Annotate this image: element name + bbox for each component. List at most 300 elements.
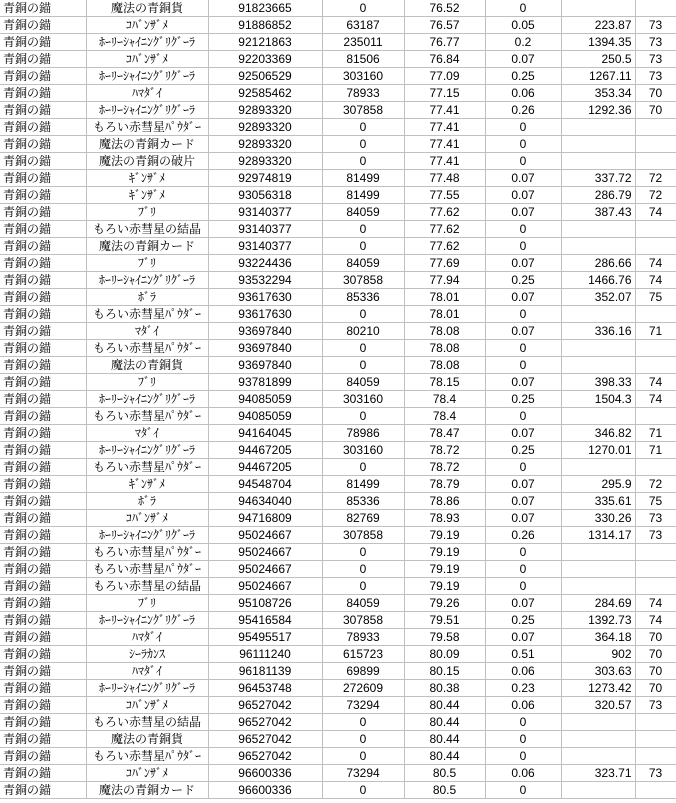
stat-cell[interactable]	[635, 0, 676, 17]
size-cell[interactable]	[561, 238, 635, 255]
lure-cell[interactable]: 青銅の錨	[0, 0, 86, 17]
percent-gain-cell[interactable]: 0	[485, 119, 561, 136]
catch-cell[interactable]: ﾎﾞﾗ	[86, 289, 208, 306]
exp-gain-cell[interactable]: 0	[322, 459, 404, 476]
catch-cell[interactable]: ｷﾞﾝｻﾞﾒ	[86, 170, 208, 187]
exp-gain-cell[interactable]: 0	[322, 306, 404, 323]
level-cell[interactable]: 79.58	[404, 629, 485, 646]
catch-cell[interactable]: ｺﾊﾞﾝｻﾞﾒ	[86, 510, 208, 527]
level-cell[interactable]: 78.79	[404, 476, 485, 493]
catch-cell[interactable]: ｺﾊﾞﾝｻﾞﾒ	[86, 51, 208, 68]
stat-cell[interactable]: 70	[635, 629, 676, 646]
level-cell[interactable]: 77.62	[404, 204, 485, 221]
exp-total-cell[interactable]: 95024667	[208, 578, 322, 595]
catch-cell[interactable]: もろい赤彗星の結晶	[86, 221, 208, 238]
lure-cell[interactable]: 青銅の錨	[0, 187, 86, 204]
level-cell[interactable]: 80.38	[404, 680, 485, 697]
lure-cell[interactable]: 青銅の錨	[0, 204, 86, 221]
percent-gain-cell[interactable]: 0.07	[485, 323, 561, 340]
percent-gain-cell[interactable]: 0	[485, 782, 561, 799]
exp-total-cell[interactable]: 96527042	[208, 731, 322, 748]
exp-total-cell[interactable]: 93056318	[208, 187, 322, 204]
lure-cell[interactable]: 青銅の錨	[0, 595, 86, 612]
exp-total-cell[interactable]: 92893320	[208, 102, 322, 119]
lure-cell[interactable]: 青銅の錨	[0, 238, 86, 255]
percent-gain-cell[interactable]: 0	[485, 714, 561, 731]
exp-gain-cell[interactable]: 0	[322, 748, 404, 765]
lure-cell[interactable]: 青銅の錨	[0, 493, 86, 510]
level-cell[interactable]: 78.01	[404, 306, 485, 323]
exp-gain-cell[interactable]: 0	[322, 731, 404, 748]
stat-cell[interactable]	[635, 408, 676, 425]
lure-cell[interactable]: 青銅の錨	[0, 374, 86, 391]
catch-cell[interactable]: もろい赤彗星ﾊﾟｳﾀﾞｰ	[86, 119, 208, 136]
catch-cell[interactable]: ｺﾊﾞﾝｻﾞﾒ	[86, 697, 208, 714]
level-cell[interactable]: 78.01	[404, 289, 485, 306]
catch-cell[interactable]: もろい赤彗星の結晶	[86, 714, 208, 731]
percent-gain-cell[interactable]: 0.25	[485, 612, 561, 629]
size-cell[interactable]: 286.66	[561, 255, 635, 272]
lure-cell[interactable]: 青銅の錨	[0, 136, 86, 153]
level-cell[interactable]: 80.09	[404, 646, 485, 663]
stat-cell[interactable]: 74	[635, 255, 676, 272]
size-cell[interactable]: 337.72	[561, 170, 635, 187]
exp-total-cell[interactable]: 96600336	[208, 765, 322, 782]
lure-cell[interactable]: 青銅の錨	[0, 714, 86, 731]
size-cell[interactable]	[561, 731, 635, 748]
lure-cell[interactable]: 青銅の錨	[0, 153, 86, 170]
level-cell[interactable]: 78.47	[404, 425, 485, 442]
lure-cell[interactable]: 青銅の錨	[0, 289, 86, 306]
percent-gain-cell[interactable]: 0.26	[485, 527, 561, 544]
lure-cell[interactable]: 青銅の錨	[0, 476, 86, 493]
stat-cell[interactable]: 72	[635, 170, 676, 187]
exp-gain-cell[interactable]: 78986	[322, 425, 404, 442]
exp-gain-cell[interactable]: 0	[322, 238, 404, 255]
exp-total-cell[interactable]: 95024667	[208, 527, 322, 544]
catch-cell[interactable]: もろい赤彗星ﾊﾟｳﾀﾞｰ	[86, 408, 208, 425]
lure-cell[interactable]: 青銅の錨	[0, 612, 86, 629]
percent-gain-cell[interactable]: 0.07	[485, 187, 561, 204]
size-cell[interactable]	[561, 136, 635, 153]
stat-cell[interactable]: 72	[635, 187, 676, 204]
stat-cell[interactable]	[635, 748, 676, 765]
exp-total-cell[interactable]: 96527042	[208, 697, 322, 714]
lure-cell[interactable]: 青銅の錨	[0, 765, 86, 782]
lure-cell[interactable]: 青銅の錨	[0, 119, 86, 136]
level-cell[interactable]: 80.44	[404, 731, 485, 748]
lure-cell[interactable]: 青銅の錨	[0, 170, 86, 187]
catch-cell[interactable]: 魔法の青銅貨	[86, 0, 208, 17]
level-cell[interactable]: 79.19	[404, 527, 485, 544]
exp-total-cell[interactable]: 92974819	[208, 170, 322, 187]
percent-gain-cell[interactable]: 0.07	[485, 493, 561, 510]
catch-cell[interactable]: ﾌﾞﾘ	[86, 595, 208, 612]
percent-gain-cell[interactable]: 0.51	[485, 646, 561, 663]
level-cell[interactable]: 77.69	[404, 255, 485, 272]
lure-cell[interactable]: 青銅の錨	[0, 578, 86, 595]
stat-cell[interactable]: 73	[635, 51, 676, 68]
level-cell[interactable]: 77.55	[404, 187, 485, 204]
exp-total-cell[interactable]: 92121863	[208, 34, 322, 51]
size-cell[interactable]: 352.07	[561, 289, 635, 306]
catch-cell[interactable]: ﾊﾏﾀﾞｲ	[86, 663, 208, 680]
exp-total-cell[interactable]: 92893320	[208, 136, 322, 153]
lure-cell[interactable]: 青銅の錨	[0, 646, 86, 663]
exp-total-cell[interactable]: 93140377	[208, 221, 322, 238]
level-cell[interactable]: 78.86	[404, 493, 485, 510]
exp-gain-cell[interactable]: 0	[322, 153, 404, 170]
lure-cell[interactable]: 青銅の錨	[0, 731, 86, 748]
stat-cell[interactable]: 74	[635, 204, 676, 221]
percent-gain-cell[interactable]: 0	[485, 748, 561, 765]
lure-cell[interactable]: 青銅の錨	[0, 544, 86, 561]
stat-cell[interactable]: 71	[635, 425, 676, 442]
level-cell[interactable]: 80.44	[404, 697, 485, 714]
catch-cell[interactable]: ﾊﾏﾀﾞｲ	[86, 85, 208, 102]
lure-cell[interactable]: 青銅の錨	[0, 629, 86, 646]
exp-gain-cell[interactable]: 82769	[322, 510, 404, 527]
size-cell[interactable]	[561, 544, 635, 561]
size-cell[interactable]	[561, 340, 635, 357]
catch-cell[interactable]: ﾎｰﾘｰｼｬｲﾆﾝｸﾞﾘｸﾞｰﾗ	[86, 272, 208, 289]
exp-total-cell[interactable]: 94548704	[208, 476, 322, 493]
size-cell[interactable]: 387.43	[561, 204, 635, 221]
size-cell[interactable]: 284.69	[561, 595, 635, 612]
size-cell[interactable]: 1314.17	[561, 527, 635, 544]
lure-cell[interactable]: 青銅の錨	[0, 102, 86, 119]
catch-cell[interactable]: ﾎｰﾘｰｼｬｲﾆﾝｸﾞﾘｸﾞｰﾗ	[86, 680, 208, 697]
exp-gain-cell[interactable]: 0	[322, 340, 404, 357]
stat-cell[interactable]: 73	[635, 34, 676, 51]
stat-cell[interactable]	[635, 153, 676, 170]
level-cell[interactable]: 78.4	[404, 391, 485, 408]
level-cell[interactable]: 77.41	[404, 136, 485, 153]
exp-total-cell[interactable]: 93617630	[208, 289, 322, 306]
exp-gain-cell[interactable]: 80210	[322, 323, 404, 340]
level-cell[interactable]: 78.08	[404, 340, 485, 357]
exp-gain-cell[interactable]: 63187	[322, 17, 404, 34]
level-cell[interactable]: 77.62	[404, 238, 485, 255]
percent-gain-cell[interactable]: 0	[485, 459, 561, 476]
lure-cell[interactable]: 青銅の錨	[0, 442, 86, 459]
percent-gain-cell[interactable]: 0.06	[485, 85, 561, 102]
stat-cell[interactable]: 73	[635, 68, 676, 85]
exp-total-cell[interactable]: 92203369	[208, 51, 322, 68]
percent-gain-cell[interactable]: 0.07	[485, 170, 561, 187]
size-cell[interactable]: 1466.76	[561, 272, 635, 289]
level-cell[interactable]: 78.08	[404, 323, 485, 340]
lure-cell[interactable]: 青銅の錨	[0, 221, 86, 238]
size-cell[interactable]: 1504.3	[561, 391, 635, 408]
level-cell[interactable]: 77.09	[404, 68, 485, 85]
stat-cell[interactable]	[635, 136, 676, 153]
level-cell[interactable]: 77.94	[404, 272, 485, 289]
exp-total-cell[interactable]: 93140377	[208, 204, 322, 221]
size-cell[interactable]	[561, 459, 635, 476]
percent-gain-cell[interactable]: 0.07	[485, 374, 561, 391]
catch-cell[interactable]: ﾌﾞﾘ	[86, 374, 208, 391]
stat-cell[interactable]: 74	[635, 612, 676, 629]
exp-gain-cell[interactable]: 307858	[322, 612, 404, 629]
level-cell[interactable]: 76.77	[404, 34, 485, 51]
percent-gain-cell[interactable]: 0.06	[485, 663, 561, 680]
percent-gain-cell[interactable]: 0.07	[485, 204, 561, 221]
exp-total-cell[interactable]: 92893320	[208, 119, 322, 136]
exp-gain-cell[interactable]: 307858	[322, 272, 404, 289]
percent-gain-cell[interactable]: 0	[485, 544, 561, 561]
size-cell[interactable]	[561, 578, 635, 595]
exp-gain-cell[interactable]: 0	[322, 578, 404, 595]
size-cell[interactable]: 364.18	[561, 629, 635, 646]
catch-cell[interactable]: 魔法の青銅貨	[86, 731, 208, 748]
size-cell[interactable]: 223.87	[561, 17, 635, 34]
stat-cell[interactable]: 72	[635, 476, 676, 493]
level-cell[interactable]: 80.5	[404, 782, 485, 799]
size-cell[interactable]	[561, 561, 635, 578]
exp-gain-cell[interactable]: 0	[322, 561, 404, 578]
percent-gain-cell[interactable]: 0	[485, 340, 561, 357]
exp-gain-cell[interactable]: 84059	[322, 204, 404, 221]
lure-cell[interactable]: 青銅の錨	[0, 697, 86, 714]
exp-total-cell[interactable]: 92506529	[208, 68, 322, 85]
size-cell[interactable]: 303.63	[561, 663, 635, 680]
size-cell[interactable]	[561, 357, 635, 374]
lure-cell[interactable]: 青銅の錨	[0, 68, 86, 85]
exp-total-cell[interactable]: 94085059	[208, 391, 322, 408]
lure-cell[interactable]: 青銅の錨	[0, 561, 86, 578]
level-cell[interactable]: 79.26	[404, 595, 485, 612]
exp-total-cell[interactable]: 96527042	[208, 714, 322, 731]
exp-total-cell[interactable]: 94467205	[208, 459, 322, 476]
level-cell[interactable]: 79.19	[404, 544, 485, 561]
percent-gain-cell[interactable]: 0.25	[485, 391, 561, 408]
percent-gain-cell[interactable]: 0	[485, 357, 561, 374]
exp-total-cell[interactable]: 95495517	[208, 629, 322, 646]
lure-cell[interactable]: 青銅の錨	[0, 323, 86, 340]
lure-cell[interactable]: 青銅の錨	[0, 663, 86, 680]
catch-cell[interactable]: 魔法の青銅カード	[86, 782, 208, 799]
stat-cell[interactable]: 74	[635, 595, 676, 612]
size-cell[interactable]: 286.79	[561, 187, 635, 204]
stat-cell[interactable]: 73	[635, 527, 676, 544]
stat-cell[interactable]: 75	[635, 289, 676, 306]
size-cell[interactable]	[561, 153, 635, 170]
exp-total-cell[interactable]: 96111240	[208, 646, 322, 663]
level-cell[interactable]: 77.41	[404, 119, 485, 136]
size-cell[interactable]: 336.16	[561, 323, 635, 340]
exp-total-cell[interactable]: 96181139	[208, 663, 322, 680]
exp-total-cell[interactable]: 92893320	[208, 153, 322, 170]
catch-cell[interactable]: ﾎｰﾘｰｼｬｲﾆﾝｸﾞﾘｸﾞｰﾗ	[86, 102, 208, 119]
level-cell[interactable]: 80.44	[404, 714, 485, 731]
size-cell[interactable]	[561, 306, 635, 323]
stat-cell[interactable]: 73	[635, 697, 676, 714]
exp-gain-cell[interactable]: 272609	[322, 680, 404, 697]
percent-gain-cell[interactable]: 0.07	[485, 629, 561, 646]
exp-total-cell[interactable]: 94716809	[208, 510, 322, 527]
size-cell[interactable]	[561, 714, 635, 731]
exp-total-cell[interactable]: 95024667	[208, 561, 322, 578]
size-cell[interactable]	[561, 782, 635, 799]
lure-cell[interactable]: 青銅の錨	[0, 408, 86, 425]
catch-cell[interactable]: ﾏﾀﾞｲ	[86, 323, 208, 340]
catch-cell[interactable]: ﾎｰﾘｰｼｬｲﾆﾝｸﾞﾘｸﾞｰﾗ	[86, 527, 208, 544]
lure-cell[interactable]: 青銅の錨	[0, 85, 86, 102]
level-cell[interactable]: 77.15	[404, 85, 485, 102]
level-cell[interactable]: 79.51	[404, 612, 485, 629]
size-cell[interactable]: 353.34	[561, 85, 635, 102]
exp-total-cell[interactable]: 93697840	[208, 357, 322, 374]
catch-cell[interactable]: もろい赤彗星ﾊﾟｳﾀﾞｰ	[86, 340, 208, 357]
catch-cell[interactable]: ｷﾞﾝｻﾞﾒ	[86, 187, 208, 204]
stat-cell[interactable]	[635, 340, 676, 357]
size-cell[interactable]: 1392.73	[561, 612, 635, 629]
level-cell[interactable]: 80.44	[404, 748, 485, 765]
lure-cell[interactable]: 青銅の錨	[0, 510, 86, 527]
lure-cell[interactable]: 青銅の錨	[0, 51, 86, 68]
percent-gain-cell[interactable]: 0.07	[485, 289, 561, 306]
exp-total-cell[interactable]: 95024667	[208, 544, 322, 561]
exp-total-cell[interactable]: 94634040	[208, 493, 322, 510]
exp-total-cell[interactable]: 94164045	[208, 425, 322, 442]
size-cell[interactable]: 1267.11	[561, 68, 635, 85]
percent-gain-cell[interactable]: 0.07	[485, 476, 561, 493]
catch-cell[interactable]: ﾎｰﾘｰｼｬｲﾆﾝｸﾞﾘｸﾞｰﾗ	[86, 391, 208, 408]
lure-cell[interactable]: 青銅の錨	[0, 272, 86, 289]
stat-cell[interactable]: 73	[635, 765, 676, 782]
percent-gain-cell[interactable]: 0.07	[485, 255, 561, 272]
exp-gain-cell[interactable]: 81506	[322, 51, 404, 68]
exp-gain-cell[interactable]: 73294	[322, 765, 404, 782]
stat-cell[interactable]: 70	[635, 85, 676, 102]
catch-cell[interactable]: ﾎｰﾘｰｼｬｲﾆﾝｸﾞﾘｸﾞｰﾗ	[86, 68, 208, 85]
catch-cell[interactable]: もろい赤彗星ﾊﾟｳﾀﾞｰ	[86, 459, 208, 476]
exp-gain-cell[interactable]: 615723	[322, 646, 404, 663]
lure-cell[interactable]: 青銅の錨	[0, 255, 86, 272]
exp-total-cell[interactable]: 95108726	[208, 595, 322, 612]
stat-cell[interactable]: 74	[635, 374, 676, 391]
exp-gain-cell[interactable]: 85336	[322, 289, 404, 306]
stat-cell[interactable]: 73	[635, 17, 676, 34]
size-cell[interactable]: 320.57	[561, 697, 635, 714]
percent-gain-cell[interactable]: 0.23	[485, 680, 561, 697]
catch-cell[interactable]: ｺﾊﾞﾝｻﾞﾒ	[86, 17, 208, 34]
exp-total-cell[interactable]: 96600336	[208, 782, 322, 799]
percent-gain-cell[interactable]: 0.06	[485, 697, 561, 714]
level-cell[interactable]: 76.52	[404, 0, 485, 17]
exp-gain-cell[interactable]: 73294	[322, 697, 404, 714]
exp-gain-cell[interactable]: 0	[322, 714, 404, 731]
exp-gain-cell[interactable]: 0	[322, 136, 404, 153]
catch-cell[interactable]: ﾏﾀﾞｲ	[86, 425, 208, 442]
percent-gain-cell[interactable]: 0.07	[485, 595, 561, 612]
stat-cell[interactable]: 70	[635, 680, 676, 697]
lure-cell[interactable]: 青銅の錨	[0, 17, 86, 34]
level-cell[interactable]: 78.72	[404, 459, 485, 476]
lure-cell[interactable]: 青銅の錨	[0, 391, 86, 408]
exp-gain-cell[interactable]: 0	[322, 221, 404, 238]
exp-total-cell[interactable]: 94467205	[208, 442, 322, 459]
percent-gain-cell[interactable]: 0.2	[485, 34, 561, 51]
percent-gain-cell[interactable]: 0	[485, 408, 561, 425]
catch-cell[interactable]: もろい赤彗星ﾊﾟｳﾀﾞｰ	[86, 561, 208, 578]
catch-cell[interactable]: もろい赤彗星ﾊﾟｳﾀﾞｰ	[86, 748, 208, 765]
lure-cell[interactable]: 青銅の錨	[0, 782, 86, 799]
lure-cell[interactable]: 青銅の錨	[0, 306, 86, 323]
exp-total-cell[interactable]: 91886852	[208, 17, 322, 34]
stat-cell[interactable]	[635, 782, 676, 799]
percent-gain-cell[interactable]: 0	[485, 153, 561, 170]
percent-gain-cell[interactable]: 0.07	[485, 51, 561, 68]
catch-cell[interactable]: ﾎｰﾘｰｼｬｲﾆﾝｸﾞﾘｸﾞｰﾗ	[86, 442, 208, 459]
level-cell[interactable]: 77.48	[404, 170, 485, 187]
size-cell[interactable]: 1273.42	[561, 680, 635, 697]
size-cell[interactable]: 1394.35	[561, 34, 635, 51]
size-cell[interactable]: 1270.01	[561, 442, 635, 459]
percent-gain-cell[interactable]: 0	[485, 0, 561, 17]
percent-gain-cell[interactable]: 0.25	[485, 272, 561, 289]
level-cell[interactable]: 78.72	[404, 442, 485, 459]
lure-cell[interactable]: 青銅の錨	[0, 34, 86, 51]
percent-gain-cell[interactable]: 0.07	[485, 425, 561, 442]
catch-cell[interactable]: 魔法の青銅貨	[86, 357, 208, 374]
catch-cell[interactable]: 魔法の青銅カード	[86, 136, 208, 153]
percent-gain-cell[interactable]: 0.07	[485, 510, 561, 527]
exp-gain-cell[interactable]: 307858	[322, 527, 404, 544]
stat-cell[interactable]: 74	[635, 391, 676, 408]
size-cell[interactable]: 902	[561, 646, 635, 663]
exp-gain-cell[interactable]: 81499	[322, 476, 404, 493]
stat-cell[interactable]: 70	[635, 646, 676, 663]
stat-cell[interactable]: 74	[635, 272, 676, 289]
catch-cell[interactable]: 魔法の青銅の破片	[86, 153, 208, 170]
size-cell[interactable]: 398.33	[561, 374, 635, 391]
percent-gain-cell[interactable]: 0	[485, 578, 561, 595]
exp-total-cell[interactable]: 95416584	[208, 612, 322, 629]
level-cell[interactable]: 80.5	[404, 765, 485, 782]
exp-gain-cell[interactable]: 69899	[322, 663, 404, 680]
stat-cell[interactable]	[635, 714, 676, 731]
stat-cell[interactable]	[635, 306, 676, 323]
size-cell[interactable]	[561, 748, 635, 765]
stat-cell[interactable]: 75	[635, 493, 676, 510]
size-cell[interactable]: 1292.36	[561, 102, 635, 119]
level-cell[interactable]: 79.19	[404, 561, 485, 578]
stat-cell[interactable]	[635, 731, 676, 748]
catch-cell[interactable]: ﾎｰﾘｰｼｬｲﾆﾝｸﾞﾘｸﾞｰﾗ	[86, 34, 208, 51]
stat-cell[interactable]	[635, 544, 676, 561]
exp-gain-cell[interactable]: 78933	[322, 85, 404, 102]
lure-cell[interactable]: 青銅の錨	[0, 425, 86, 442]
catch-cell[interactable]: もろい赤彗星ﾊﾟｳﾀﾞｰ	[86, 306, 208, 323]
percent-gain-cell[interactable]: 0.05	[485, 17, 561, 34]
catch-cell[interactable]: ﾌﾞﾘ	[86, 204, 208, 221]
level-cell[interactable]: 76.84	[404, 51, 485, 68]
exp-gain-cell[interactable]: 0	[322, 119, 404, 136]
exp-gain-cell[interactable]: 303160	[322, 68, 404, 85]
level-cell[interactable]: 80.15	[404, 663, 485, 680]
exp-gain-cell[interactable]: 303160	[322, 391, 404, 408]
percent-gain-cell[interactable]: 0.25	[485, 68, 561, 85]
exp-gain-cell[interactable]: 81499	[322, 187, 404, 204]
exp-total-cell[interactable]: 93532294	[208, 272, 322, 289]
catch-cell[interactable]: もろい赤彗星の結晶	[86, 578, 208, 595]
percent-gain-cell[interactable]: 0	[485, 221, 561, 238]
level-cell[interactable]: 77.62	[404, 221, 485, 238]
exp-total-cell[interactable]: 93224436	[208, 255, 322, 272]
percent-gain-cell[interactable]: 0	[485, 306, 561, 323]
